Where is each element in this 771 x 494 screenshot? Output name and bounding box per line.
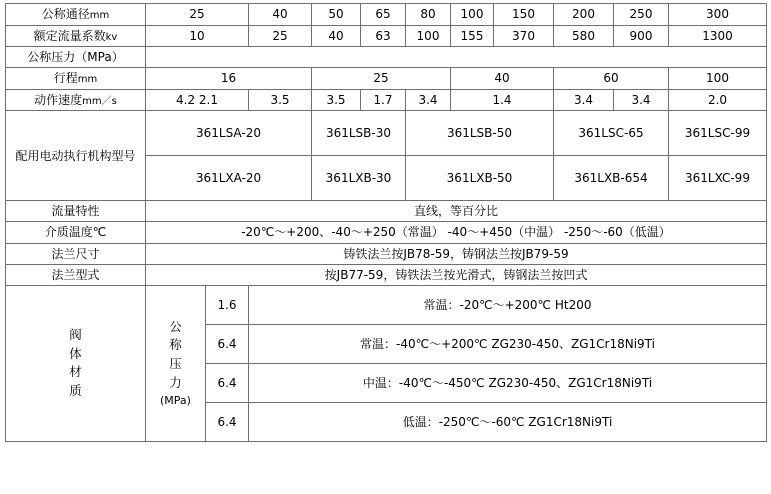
row-label-unit: kv <box>105 31 118 43</box>
table-row-body-material-1 <box>6 285 767 324</box>
row-label-text: 动作速度 <box>34 92 83 107</box>
cell-value: 361LXA-20 <box>146 156 312 201</box>
cell-value: 361LSA-20 <box>146 111 312 156</box>
row-label-flange-size: 法兰尺寸 <box>6 243 146 264</box>
cell-value: 65 <box>361 4 406 26</box>
row-label-body-material <box>6 285 146 441</box>
table-row-flow-characteristic <box>6 201 767 222</box>
row-label-nominal-diameter <box>6 4 146 26</box>
cell-pressure-value: 6.4 <box>206 363 249 402</box>
cell-value: 3.4 <box>554 89 614 111</box>
cell-value: 3.4 <box>406 89 451 111</box>
table-row-nominal-pressure <box>6 47 767 68</box>
cell-value: 361LSB-50 <box>406 111 554 156</box>
cell-value: 361LSC-99 <box>669 111 767 156</box>
body-material-char: 阀 <box>69 326 82 342</box>
table-row-flange-type <box>6 264 767 285</box>
cell-value: 3.4 <box>614 89 669 111</box>
cell-value: 25 <box>146 4 249 26</box>
cell-value: -20℃～+200、-40～+250（常温） -40～+450（中温） -250～-60（低温） <box>146 222 767 243</box>
row-label-medium-temperature: 介质温度℃ <box>6 222 146 243</box>
cell-value: 155 <box>451 25 494 47</box>
cell-value: 按JB77-59，铸铁法兰按光滑式，铸钢法兰按凹式 <box>146 264 767 285</box>
cell-value: 1.4 <box>451 89 554 111</box>
cell-value: 80 <box>406 4 451 26</box>
cell-value: 25 <box>249 25 312 47</box>
cell-value: 370 <box>494 25 554 47</box>
cell-value: 1300 <box>669 25 767 47</box>
cell-value: 150 <box>494 4 554 26</box>
row-label-action-speed <box>6 89 146 111</box>
body-material-char: 质 <box>69 383 82 399</box>
cell-value: 300 <box>669 4 767 26</box>
body-material-char: 材 <box>69 364 82 380</box>
cell-value: 直线，等百分比 <box>146 201 767 222</box>
row-label-text: 额定流量系数 <box>33 28 106 43</box>
cell-value: 580 <box>554 25 614 47</box>
cell-value: 铸铁法兰按JB78-59，铸钢法兰按JB79-59 <box>146 243 767 264</box>
row-label-nominal-pressure-vertical <box>146 285 206 441</box>
cell-value: 50 <box>312 4 361 26</box>
cell-material-text: 低温：-250℃～-60℃ ZG1Cr18Ni9Ti <box>249 402 767 441</box>
cell-material-text: 中温：-40℃～-450℃ ZG230-450、ZG1Cr18Ni9Ti <box>249 363 767 402</box>
row-label-unit: mm <box>77 74 98 86</box>
cell-value: 361LXB-30 <box>312 156 406 201</box>
table-row-flange-size <box>6 243 767 264</box>
specification-table <box>5 3 767 442</box>
row-label-unit: mm／s <box>82 95 117 107</box>
cell-pressure-value: 1.6 <box>206 285 249 324</box>
table-row-stroke <box>6 68 767 90</box>
row-label-actuator-model: 配用电动执行机构型号 <box>6 111 146 201</box>
cell-value: 100 <box>406 25 451 47</box>
table-row-medium-temperature <box>6 222 767 243</box>
cell-value: 900 <box>614 25 669 47</box>
cell-value: 1.7 <box>361 89 406 111</box>
cell-value: 3.5 <box>249 89 312 111</box>
cell-material-text: 常温：-40℃～+200℃ ZG230-450、ZG1Cr18Ni9Ti <box>249 324 767 363</box>
row-label-unit: mm <box>89 10 110 21</box>
table-row-nominal-diameter <box>6 4 767 26</box>
pressure-label-char: 压 <box>169 356 182 372</box>
cell-value: 100 <box>451 4 494 26</box>
row-label-text: 公称通径 <box>41 7 90 21</box>
row-label-stroke <box>6 68 146 90</box>
row-label-flange-type: 法兰型式 <box>6 264 146 285</box>
cell-value: 100 <box>669 68 767 90</box>
pressure-label-char: 力 <box>169 374 182 390</box>
cell-value: 40 <box>249 4 312 26</box>
table-row-rated-flow-coefficient <box>6 25 767 47</box>
cell-value: 60 <box>554 68 669 90</box>
cell-value: 40 <box>451 68 554 90</box>
cell-value: 361LSC-65 <box>554 111 669 156</box>
cell-value: 361LSB-30 <box>312 111 406 156</box>
pressure-label-char: (MPa) <box>160 393 191 407</box>
cell-value: 16 <box>146 68 312 90</box>
row-label-rated-flow-coefficient <box>6 25 146 47</box>
cell-value: 4.2 2.1 <box>146 89 249 111</box>
cell-value: 40 <box>312 25 361 47</box>
cell-value: 200 <box>554 4 614 26</box>
row-label-text: 行程 <box>53 71 78 86</box>
cell-value: 361LXB-50 <box>406 156 554 201</box>
cell-value: 10 <box>146 25 249 47</box>
row-label-flow-characteristic: 流量特性 <box>6 201 146 222</box>
cell-value: 63 <box>361 25 406 47</box>
cell-value: 361LXC-99 <box>669 156 767 201</box>
cell-pressure-value: 6.4 <box>206 324 249 363</box>
cell-value: 2.0 <box>669 89 767 111</box>
cell-value <box>146 47 767 68</box>
body-material-char: 体 <box>69 345 82 361</box>
pressure-label-char: 公 <box>169 318 182 334</box>
row-label-nominal-pressure: 公称压力（MPa） <box>6 47 146 68</box>
cell-value: 3.5 <box>312 89 361 111</box>
pressure-label-char: 称 <box>169 337 182 353</box>
cell-value: 25 <box>312 68 451 90</box>
cell-material-text: 常温：-20℃～+200℃ Ht200 <box>249 285 767 324</box>
cell-value: 250 <box>614 4 669 26</box>
cell-pressure-value: 6.4 <box>206 402 249 441</box>
cell-value: 361LXB-654 <box>554 156 669 201</box>
table-row-actuator-model-top <box>6 111 767 156</box>
table-row-action-speed <box>6 89 767 111</box>
